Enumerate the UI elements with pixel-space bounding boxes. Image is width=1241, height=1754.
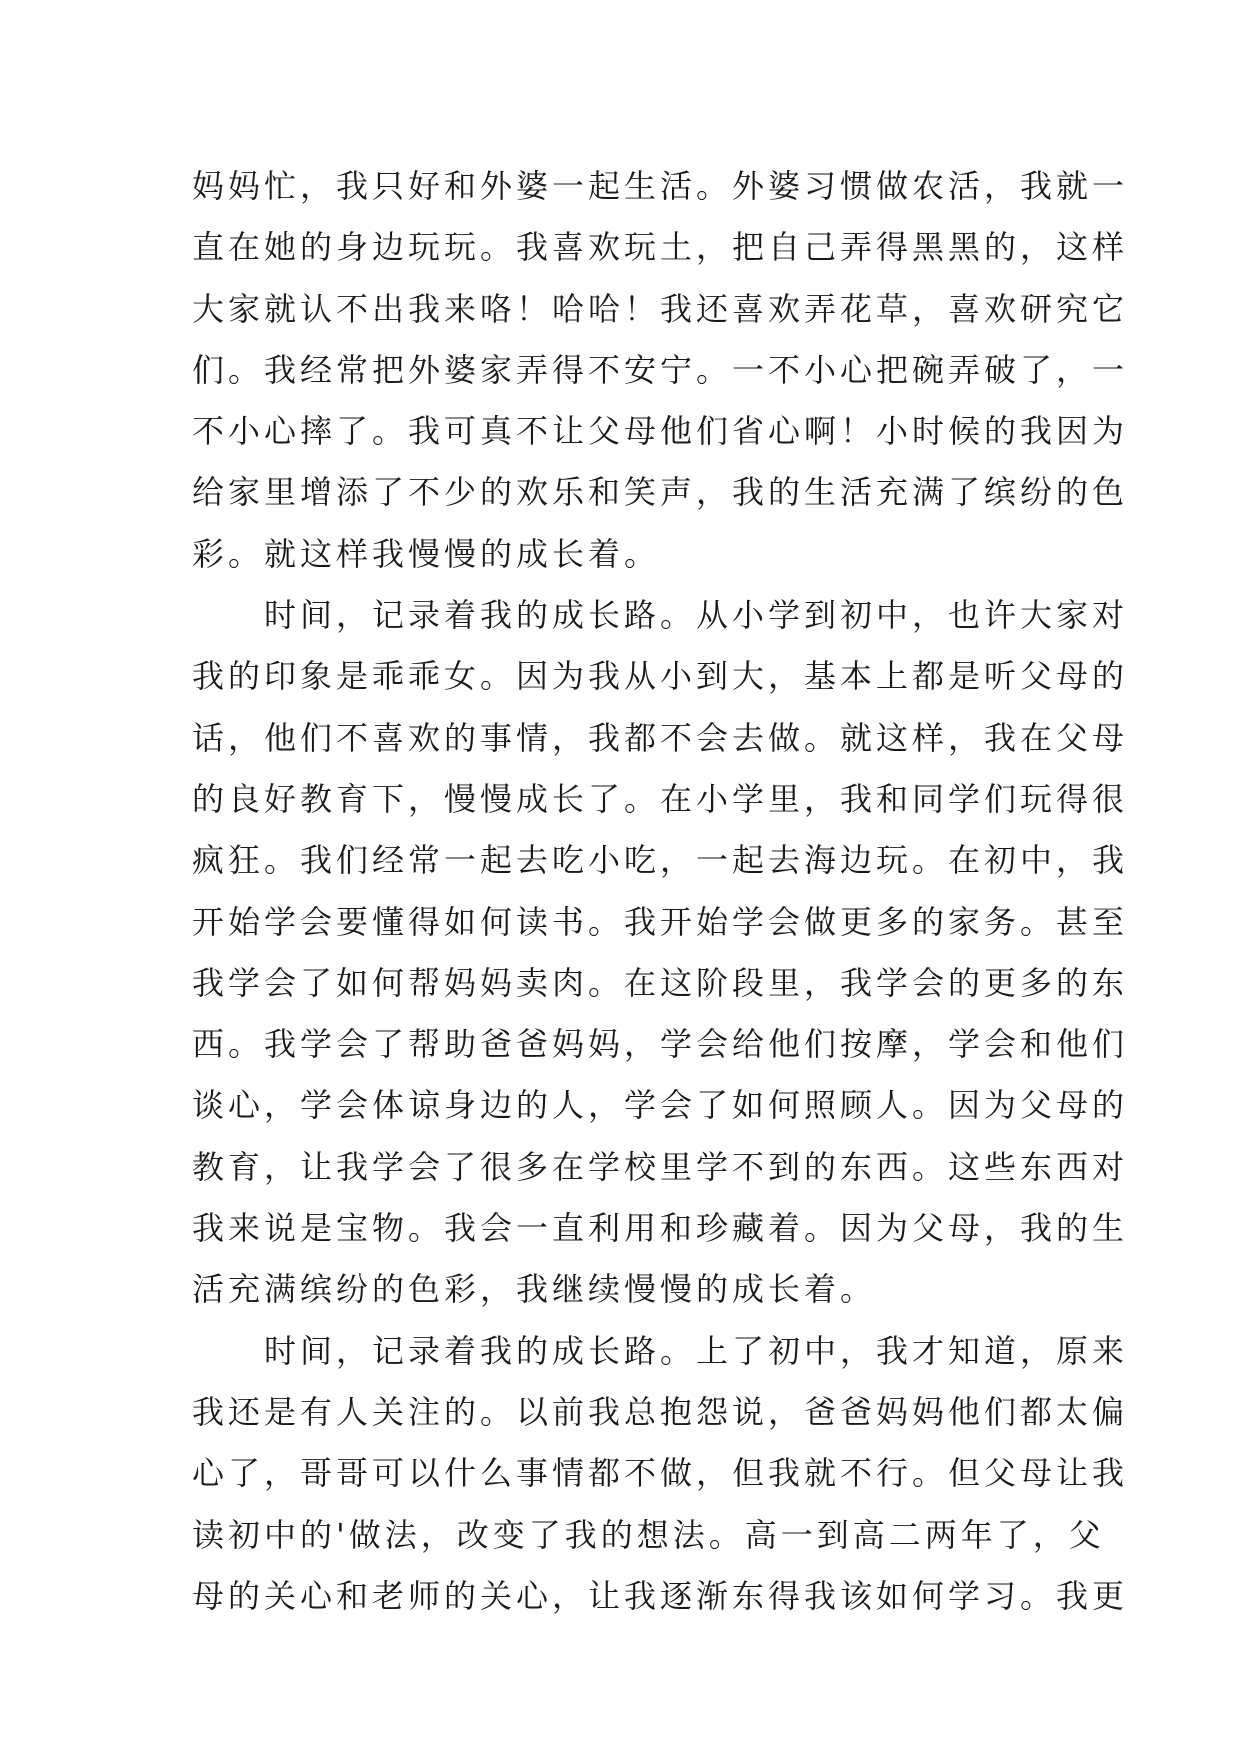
text-line: 心了，哥哥可以什么事情都不做，但我就不行。但父母让我 [192, 1454, 1129, 1493]
text-line: 给家里增添了不少的欢乐和笑声，我的生活充满了缤纷的色 [192, 473, 1129, 512]
text-line: 谈心，学会体谅身边的人，学会了如何照顾人。因为父母的 [192, 1086, 1129, 1125]
text-line: 我来说是宝物。我会一直利用和珍藏着。因为父母，我的生 [192, 1209, 1129, 1248]
text-line: 读初中的'做法，改变了我的想法。高一到高二两年了，父 [192, 1515, 1105, 1554]
text-line: 活充满缤纷的色彩，我继续慢慢的成长着。 [192, 1270, 877, 1309]
text-line: 教育，让我学会了很多在学校里学不到的东西。这些东西对 [192, 1147, 1129, 1186]
text-line: 不小心摔了。我可真不让父母他们省心啊！小时候的我因为 [192, 412, 1129, 451]
text-line: 们。我经常把外婆家弄得不安宁。一不小心把碗弄破了，一 [192, 350, 1129, 389]
text-line: 我还是有人关注的。以前我总抱怨说，爸爸妈妈他们都太偏 [192, 1392, 1129, 1431]
text-line: 彩。就这样我慢慢的成长着。 [192, 534, 661, 573]
text-line: 时间，记录着我的成长路。从小学到初中，也许大家对 [192, 596, 1129, 635]
text-line: 我的印象是乖乖女。因为我从小到大，基本上都是听父母的 [192, 657, 1129, 696]
text-line: 西。我学会了帮助爸爸妈妈，学会给他们按摩，学会和他们 [192, 1025, 1129, 1064]
text-line: 直在她的身边玩玩。我喜欢玩土，把自己弄得黑黑的，这样 [192, 228, 1129, 267]
text-line: 我学会了如何帮妈妈卖肉。在这阶段里，我学会的更多的东 [192, 963, 1129, 1002]
text-line: 疯狂。我们经常一起去吃小吃，一起去海边玩。在初中，我 [192, 841, 1129, 880]
text-line: 的良好教育下，慢慢成长了。在小学里，我和同学们玩得很 [192, 779, 1129, 818]
body-text [192, 156, 1129, 1627]
text-line: 开始学会要懂得如何读书。我开始学会做更多的家务。甚至 [192, 902, 1129, 941]
text-line: 母的关心和老师的关心，让我逐渐东得我该如何学习。我更 [192, 1576, 1129, 1615]
text-line: 妈妈忙，我只好和外婆一起生活。外婆习惯做农活，我就一 [192, 167, 1129, 205]
text-line: 时间，记录着我的成长路。上了初中，我才知道，原来 [192, 1331, 1129, 1370]
text-line: 话，他们不喜欢的事情，我都不会去做。就这样，我在父母 [192, 718, 1129, 757]
text-line: 大家就认不出我来咯！哈哈！我还喜欢弄花草，喜欢研究它 [192, 289, 1129, 328]
